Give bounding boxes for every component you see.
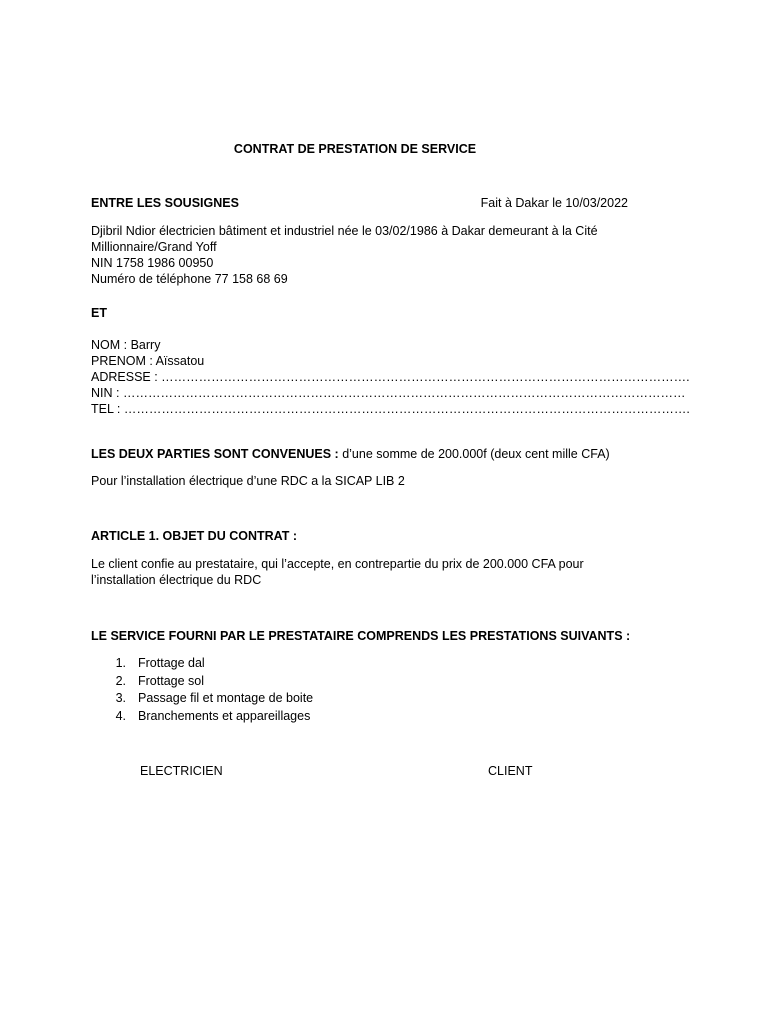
list-item-number: 3. — [115, 691, 126, 705]
list-item-number: 2. — [115, 674, 126, 688]
place-date: Fait à Dakar le 10/03/2022 — [480, 196, 628, 210]
client-nom: NOM : Barry — [91, 338, 161, 352]
list-item-text: Frottage sol — [138, 674, 205, 688]
signature-electricien: ELECTRICIEN — [140, 764, 223, 778]
et-separator: ET — [91, 306, 107, 320]
provider-line-1: Djibril Ndior électricien bâtiment et industriel née le 03/02/1986 à Dakar demeurant à la Cité — [91, 224, 598, 238]
services-heading: LE SERVICE FOURNI PAR LE PRESTATAIRE COMPRENDS LES PRESTATIONS SUIVANTS : — [91, 629, 631, 643]
agreement-line — [91, 446, 610, 462]
list-item-text: Frottage dal — [138, 656, 205, 670]
article-1-line-1: Le client confie au prestataire, qui l’accepte, en contrepartie du prix de 200.000 CFA pour — [91, 557, 584, 571]
parties-heading: ENTRE LES SOUSIGNES — [91, 196, 239, 210]
agreement-label: LES DEUX PARTIES SONT CONVENUES : — [91, 447, 339, 461]
agreement-purpose: Pour l’installation électrique d’une RDC a la SICAP LIB 2 — [91, 474, 405, 488]
provider-line-2: Millionnaire/Grand Yoff — [91, 240, 217, 254]
client-tel: TEL : ………………………………………………………………………………………………………………………. — [91, 402, 690, 416]
list-item-text: Branchements et appareillages — [138, 709, 311, 723]
client-prenom: PRENOM : Aïssatou — [91, 354, 205, 368]
provider-nin: NIN 1758 1986 00950 — [91, 256, 214, 270]
article-1-line-2: l’installation électrique du RDC — [91, 573, 262, 587]
agreement-text: d’une somme de 200.000f (deux cent mille CFA) — [338, 447, 610, 461]
list-item-text: Passage fil et montage de boite — [138, 691, 314, 705]
signature-client: CLIENT — [488, 764, 533, 778]
provider-phone: Numéro de téléphone 77 158 68 69 — [91, 272, 288, 286]
client-adresse: ADRESSE : ………………………………………………………………………………………………………………. — [91, 370, 690, 384]
list-item-number: 1. — [115, 656, 126, 670]
list-item-number: 4. — [115, 709, 126, 723]
client-nin: NIN : ……………………………………………………………………………………………………………………… — [91, 386, 686, 400]
document-title: CONTRAT DE PRESTATION DE SERVICE — [233, 142, 477, 156]
article-1-heading: ARTICLE 1. OBJET DU CONTRAT : — [91, 529, 298, 543]
